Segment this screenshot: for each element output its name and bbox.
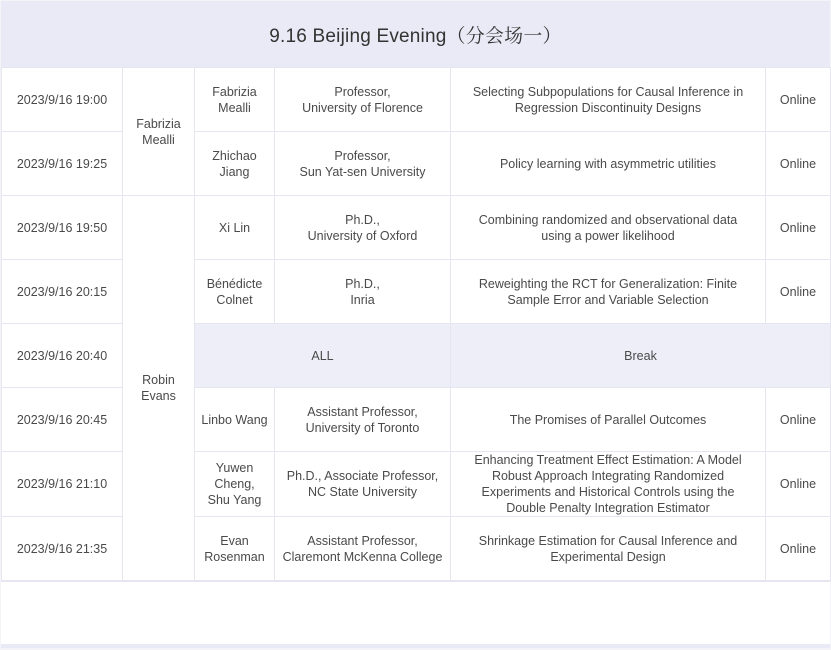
affiliation-cell: Ph.D., Inria (275, 260, 451, 324)
mode-cell: Online (766, 260, 831, 324)
table-row (2, 68, 831, 132)
chair-cell: Robin Evans (123, 196, 195, 581)
talk-title-cell: Selecting Subpopulations for Causal Inference in Regression Discontinuity Designs (451, 68, 766, 132)
empty-footer-area (1, 581, 830, 645)
bottom-divider (1, 644, 830, 648)
time-cell: 2023/9/16 19:00 (2, 68, 123, 132)
affiliation-cell: Professor, University of Florence (275, 68, 451, 132)
speaker-cell: Bénédicte Colnet (195, 260, 275, 324)
speaker-cell: Linbo Wang (195, 388, 275, 452)
table-row (2, 196, 831, 260)
chair-cell: Fabrizia Mealli (123, 68, 195, 196)
affiliation-cell: Professor, Sun Yat-sen University (275, 132, 451, 196)
time-cell: 2023/9/16 20:40 (2, 324, 123, 388)
mode-cell: Online (766, 517, 831, 581)
talk-title-cell: Enhancing Treatment Effect Estimation: A Model Robust Approach Integrating Randomized Experiments and Historical Controls using the Double Penalty Integration Estimator (451, 452, 766, 517)
speaker-cell: Evan Rosenman (195, 517, 275, 581)
mode-cell: Online (766, 388, 831, 452)
affiliation-cell: Assistant Professor, Claremont McKenna College (275, 517, 451, 581)
page-title: 9.16 Beijing Evening（分会场一） (1, 1, 830, 67)
talk-title-cell: Policy learning with asymmetric utilities (451, 132, 766, 196)
affiliation-cell: Ph.D., University of Oxford (275, 196, 451, 260)
talk-title-cell: The Promises of Parallel Outcomes (451, 388, 766, 452)
speaker-cell: Fabrizia Mealli (195, 68, 275, 132)
talk-title-cell: Shrinkage Estimation for Causal Inference and Experimental Design (451, 517, 766, 581)
speaker-cell: Zhichao Jiang (195, 132, 275, 196)
mode-cell: Online (766, 196, 831, 260)
break-label-cell: Break (451, 324, 831, 388)
affiliation-cell: Ph.D., Associate Professor, NC State University (275, 452, 451, 517)
affiliation-cell: Assistant Professor, University of Toronto (275, 388, 451, 452)
time-cell: 2023/9/16 21:10 (2, 452, 123, 517)
time-cell: 2023/9/16 20:45 (2, 388, 123, 452)
schedule-table (1, 67, 831, 581)
time-cell: 2023/9/16 20:15 (2, 260, 123, 324)
time-cell: 2023/9/16 21:35 (2, 517, 123, 581)
schedule-page (1, 1, 830, 648)
speaker-cell: Xi Lin (195, 196, 275, 260)
talk-title-cell: Reweighting the RCT for Generalization: Finite Sample Error and Variable Selection (451, 260, 766, 324)
break-all-cell: ALL (195, 324, 451, 388)
mode-cell: Online (766, 68, 831, 132)
mode-cell: Online (766, 452, 831, 517)
mode-cell: Online (766, 132, 831, 196)
time-cell: 2023/9/16 19:25 (2, 132, 123, 196)
time-cell: 2023/9/16 19:50 (2, 196, 123, 260)
talk-title-cell: Combining randomized and observational data using a power likelihood (451, 196, 766, 260)
speaker-cell: Yuwen Cheng, Shu Yang (195, 452, 275, 517)
